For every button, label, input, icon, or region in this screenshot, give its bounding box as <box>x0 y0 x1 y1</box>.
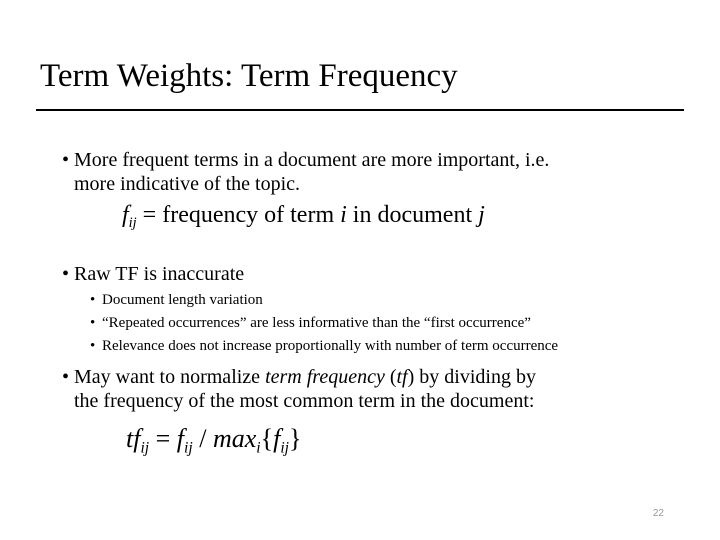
bullet-text-post: by dividing by <box>414 366 536 388</box>
formula-max: max <box>212 424 257 453</box>
subbullet-relevance <box>90 336 558 356</box>
bullet-text: Raw TF is inaccurate <box>74 263 245 285</box>
bullet-text-italic-term-frequency: term frequency <box>265 366 385 388</box>
title-divider <box>36 109 684 111</box>
formula-inner-f-subscript: ij <box>280 439 289 457</box>
formula-term-frequency <box>122 200 485 230</box>
formula-i: i <box>340 202 347 228</box>
subbullet-text: Relevance does not increase proportionally with number of term occurrence <box>102 338 559 354</box>
formula-text-1: = frequency of term <box>136 202 341 228</box>
bullet-marker: • <box>62 149 70 171</box>
formula-f: f <box>176 424 185 453</box>
bullet-raw-tf <box>62 262 244 286</box>
formula-tf-subscript: ij <box>140 439 150 457</box>
subbullet-marker: • <box>90 338 96 354</box>
bullet-text-italic-tf: tf <box>396 366 408 388</box>
bullet-text-line2: the frequency of the most common term in the document: <box>74 390 535 412</box>
subbullet-marker: • <box>90 315 96 331</box>
formula-f: f <box>122 202 129 228</box>
formula-f-subscript: ij <box>184 439 193 457</box>
bullet-text-pre: May want to normalize <box>74 366 266 388</box>
formula-max-subscript: i <box>256 439 261 457</box>
formula-normalized-tf <box>126 423 301 455</box>
formula-brace-close: } <box>289 424 302 453</box>
bullet-text-paren-close: ) <box>407 366 415 388</box>
page-number: 22 <box>652 508 664 519</box>
subbullet-length-variation <box>90 290 263 310</box>
formula-f-subscript: ij <box>128 215 137 232</box>
bullet-marker: • <box>62 366 70 388</box>
formula-inner-f: f <box>273 424 281 453</box>
bullet-text-line2: more indicative of the topic. <box>74 173 301 195</box>
slide-title: Term Weights: Term Frequency <box>40 58 458 94</box>
formula-brace-open: { <box>260 424 274 453</box>
formula-text-2: in document <box>346 202 479 228</box>
subbullet-text: “Repeated occurrences” are less informative than the “first occurrence” <box>102 315 531 331</box>
formula-slash: / <box>192 424 213 453</box>
subbullet-repeated-occurrences <box>90 313 531 333</box>
formula-equals: = <box>149 424 177 453</box>
bullet-marker: • <box>62 263 70 285</box>
subbullet-text: Document length variation <box>102 292 263 308</box>
subbullet-marker: • <box>90 292 96 308</box>
formula-tf: tf <box>126 424 141 453</box>
bullet-more-frequent-terms <box>62 148 549 196</box>
bullet-text-line1: More frequent terms in a document are more important, i.e. <box>74 149 550 171</box>
bullet-text-paren-open: ( <box>384 366 397 388</box>
formula-j: j <box>478 202 485 228</box>
bullet-normalize <box>62 365 536 413</box>
